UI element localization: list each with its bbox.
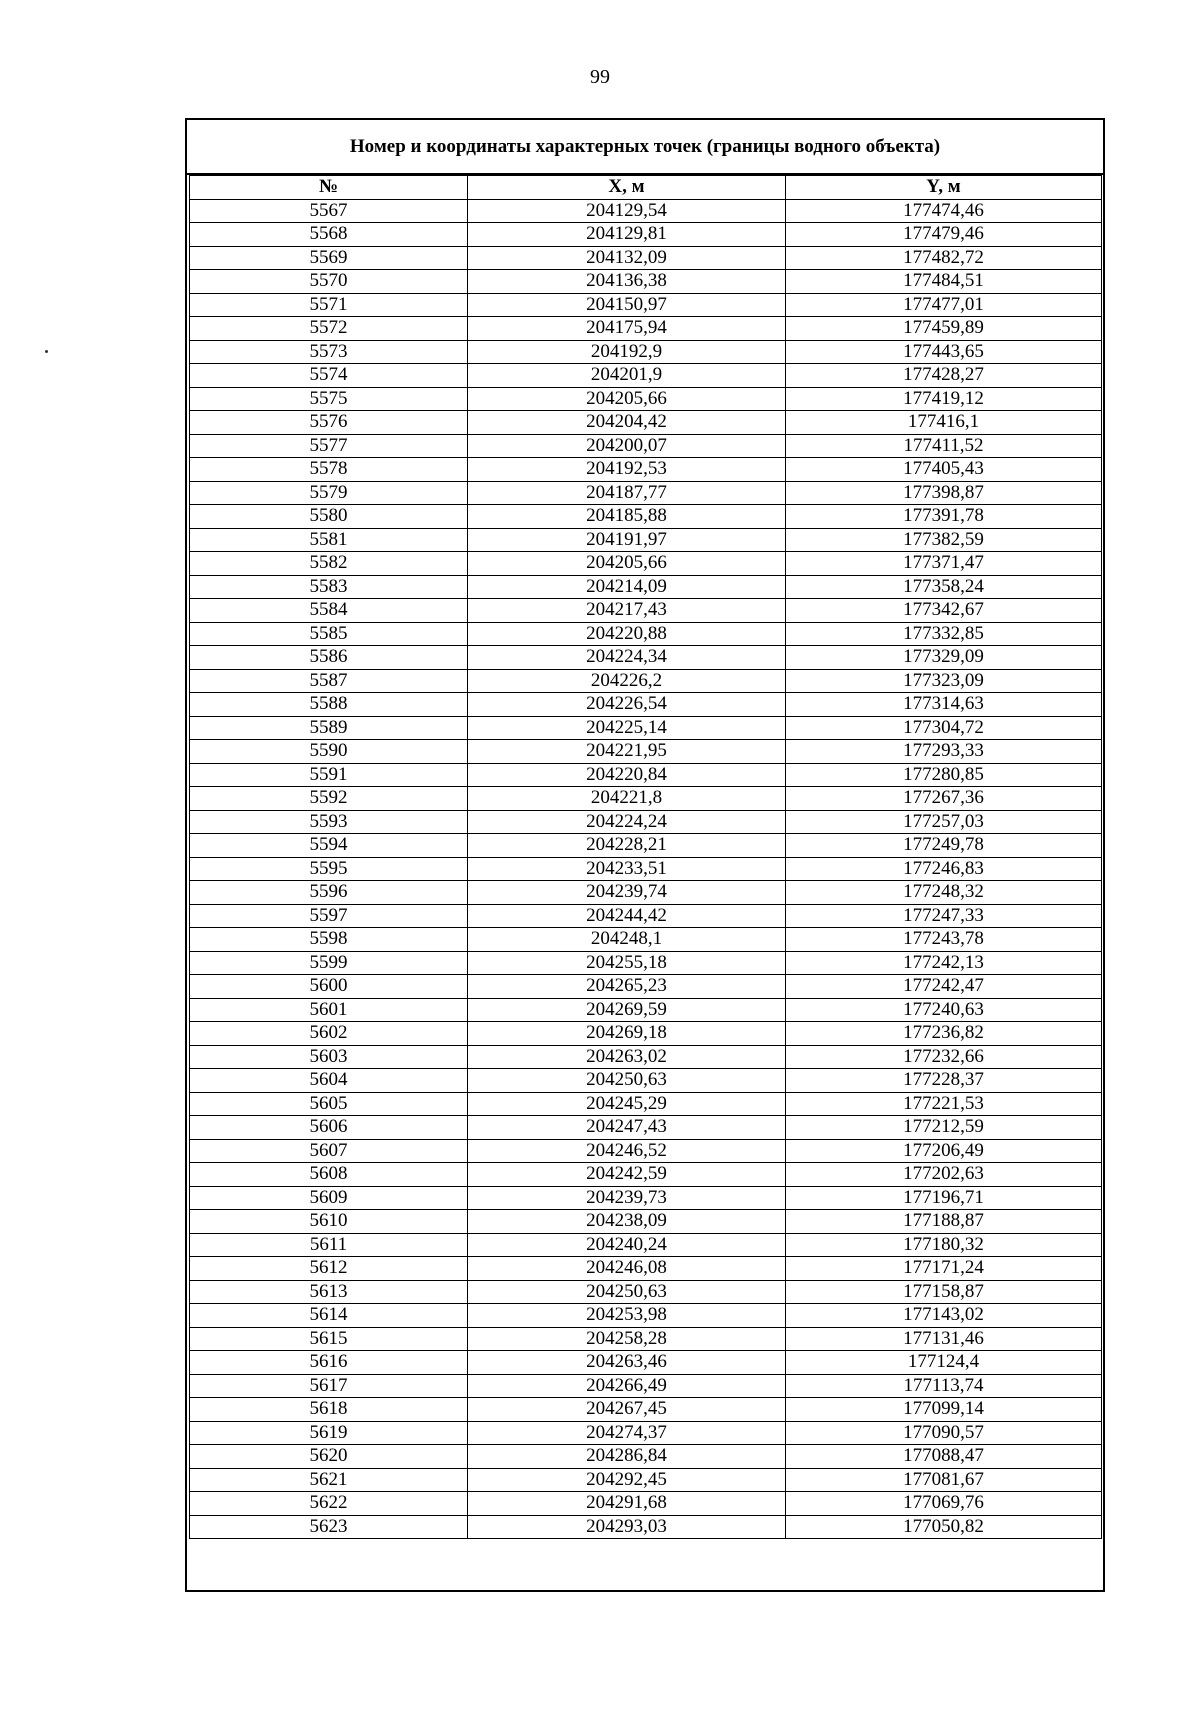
table-row <box>190 1445 1102 1469</box>
y-coordinate-cell: 177329,09 <box>786 646 1102 670</box>
x-coordinate-cell: 204293,03 <box>468 1515 786 1539</box>
table-row <box>190 1421 1102 1445</box>
x-coordinate-cell: 204192,9 <box>468 340 786 364</box>
table-row <box>190 505 1102 529</box>
table-row <box>190 1468 1102 1492</box>
point-number-cell: 5573 <box>190 340 468 364</box>
x-coordinate-cell: 204191,97 <box>468 528 786 552</box>
y-coordinate-cell: 177443,65 <box>786 340 1102 364</box>
x-coordinate-cell: 204192,53 <box>468 458 786 482</box>
y-coordinate-cell: 177391,78 <box>786 505 1102 529</box>
table-row <box>190 740 1102 764</box>
point-number-cell: 5586 <box>190 646 468 670</box>
x-coordinate-cell: 204150,97 <box>468 293 786 317</box>
x-coordinate-cell: 204220,88 <box>468 622 786 646</box>
point-number-cell: 5608 <box>190 1163 468 1187</box>
point-number-cell: 5581 <box>190 528 468 552</box>
point-number-cell: 5623 <box>190 1515 468 1539</box>
point-number-cell: 5590 <box>190 740 468 764</box>
table-row <box>190 1257 1102 1281</box>
y-coordinate-cell: 177221,53 <box>786 1092 1102 1116</box>
y-coordinate-cell: 177459,89 <box>786 317 1102 341</box>
table-row <box>190 646 1102 670</box>
table-row <box>190 716 1102 740</box>
table-row <box>190 904 1102 928</box>
table-row <box>190 199 1102 223</box>
y-coordinate-cell: 177158,87 <box>786 1280 1102 1304</box>
x-coordinate-cell: 204187,77 <box>468 481 786 505</box>
y-coordinate-cell: 177242,13 <box>786 951 1102 975</box>
table-row <box>190 1374 1102 1398</box>
y-coordinate-cell: 177249,78 <box>786 834 1102 858</box>
y-coordinate-cell: 177428,27 <box>786 364 1102 388</box>
y-coordinate-cell: 177196,71 <box>786 1186 1102 1210</box>
point-number-cell: 5591 <box>190 763 468 787</box>
table-row <box>190 458 1102 482</box>
x-coordinate-cell: 204214,09 <box>468 575 786 599</box>
y-coordinate-cell: 177293,33 <box>786 740 1102 764</box>
x-coordinate-cell: 204242,59 <box>468 1163 786 1187</box>
table-body <box>190 199 1102 1539</box>
table-row <box>190 434 1102 458</box>
table-row <box>190 975 1102 999</box>
y-coordinate-cell: 177332,85 <box>786 622 1102 646</box>
table-row <box>190 1210 1102 1234</box>
y-coordinate-cell: 177416,1 <box>786 411 1102 435</box>
y-coordinate-cell: 177398,87 <box>786 481 1102 505</box>
y-coordinate-cell: 177069,76 <box>786 1492 1102 1516</box>
header-number: № <box>190 176 468 200</box>
x-coordinate-cell: 204263,02 <box>468 1045 786 1069</box>
table-row <box>190 1492 1102 1516</box>
table-row <box>190 1069 1102 1093</box>
point-number-cell: 5576 <box>190 411 468 435</box>
point-number-cell: 5574 <box>190 364 468 388</box>
point-number-cell: 5589 <box>190 716 468 740</box>
table-row <box>190 411 1102 435</box>
table-row <box>190 599 1102 623</box>
x-coordinate-cell: 204269,18 <box>468 1022 786 1046</box>
x-coordinate-cell: 204136,38 <box>468 270 786 294</box>
x-coordinate-cell: 204217,43 <box>468 599 786 623</box>
y-coordinate-cell: 177050,82 <box>786 1515 1102 1539</box>
x-coordinate-cell: 204205,66 <box>468 387 786 411</box>
x-coordinate-cell: 204258,28 <box>468 1327 786 1351</box>
x-coordinate-cell: 204244,42 <box>468 904 786 928</box>
table-row <box>190 763 1102 787</box>
table-row <box>190 528 1102 552</box>
x-coordinate-cell: 204204,42 <box>468 411 786 435</box>
table-row <box>190 364 1102 388</box>
point-number-cell: 5605 <box>190 1092 468 1116</box>
table-row <box>190 1515 1102 1539</box>
y-coordinate-cell: 177088,47 <box>786 1445 1102 1469</box>
x-coordinate-cell: 204239,74 <box>468 881 786 905</box>
page-number: 99 <box>590 66 610 88</box>
coordinates-table-frame <box>185 118 1105 1592</box>
point-number-cell: 5615 <box>190 1327 468 1351</box>
point-number-cell: 5600 <box>190 975 468 999</box>
x-coordinate-cell: 204292,45 <box>468 1468 786 1492</box>
y-coordinate-cell: 177247,33 <box>786 904 1102 928</box>
point-number-cell: 5594 <box>190 834 468 858</box>
y-coordinate-cell: 177240,63 <box>786 998 1102 1022</box>
y-coordinate-cell: 177405,43 <box>786 458 1102 482</box>
y-coordinate-cell: 177099,14 <box>786 1398 1102 1422</box>
table-header-row <box>190 176 1102 200</box>
y-coordinate-cell: 177419,12 <box>786 387 1102 411</box>
x-coordinate-cell: 204228,21 <box>468 834 786 858</box>
point-number-cell: 5569 <box>190 246 468 270</box>
point-number-cell: 5619 <box>190 1421 468 1445</box>
table-row <box>190 951 1102 975</box>
x-coordinate-cell: 204245,29 <box>468 1092 786 1116</box>
x-coordinate-cell: 204220,84 <box>468 763 786 787</box>
y-coordinate-cell: 177188,87 <box>786 1210 1102 1234</box>
x-coordinate-cell: 204132,09 <box>468 246 786 270</box>
point-number-cell: 5602 <box>190 1022 468 1046</box>
table-row <box>190 387 1102 411</box>
y-coordinate-cell: 177180,32 <box>786 1233 1102 1257</box>
point-number-cell: 5609 <box>190 1186 468 1210</box>
x-coordinate-cell: 204175,94 <box>468 317 786 341</box>
x-coordinate-cell: 204238,09 <box>468 1210 786 1234</box>
table-row <box>190 1186 1102 1210</box>
point-number-cell: 5607 <box>190 1139 468 1163</box>
point-number-cell: 5620 <box>190 1445 468 1469</box>
x-coordinate-cell: 204205,66 <box>468 552 786 576</box>
point-number-cell: 5584 <box>190 599 468 623</box>
y-coordinate-cell: 177479,46 <box>786 223 1102 247</box>
table-row <box>190 1022 1102 1046</box>
point-number-cell: 5611 <box>190 1233 468 1257</box>
table-row <box>190 293 1102 317</box>
y-coordinate-cell: 177212,59 <box>786 1116 1102 1140</box>
point-number-cell: 5595 <box>190 857 468 881</box>
point-number-cell: 5572 <box>190 317 468 341</box>
x-coordinate-cell: 204266,49 <box>468 1374 786 1398</box>
y-coordinate-cell: 177314,63 <box>786 693 1102 717</box>
x-coordinate-cell: 204239,73 <box>468 1186 786 1210</box>
y-coordinate-cell: 177206,49 <box>786 1139 1102 1163</box>
y-coordinate-cell: 177411,52 <box>786 434 1102 458</box>
point-number-cell: 5596 <box>190 881 468 905</box>
x-coordinate-cell: 204221,8 <box>468 787 786 811</box>
y-coordinate-cell: 177081,67 <box>786 1468 1102 1492</box>
point-number-cell: 5612 <box>190 1257 468 1281</box>
x-coordinate-cell: 204129,81 <box>468 223 786 247</box>
y-coordinate-cell: 177242,47 <box>786 975 1102 999</box>
table-row <box>190 481 1102 505</box>
point-number-cell: 5575 <box>190 387 468 411</box>
header-y: Y, м <box>786 176 1102 200</box>
point-number-cell: 5610 <box>190 1210 468 1234</box>
y-coordinate-cell: 177248,32 <box>786 881 1102 905</box>
table-row <box>190 834 1102 858</box>
y-coordinate-cell: 177202,63 <box>786 1163 1102 1187</box>
table-row <box>190 1351 1102 1375</box>
y-coordinate-cell: 177124,4 <box>786 1351 1102 1375</box>
table-row <box>190 669 1102 693</box>
y-coordinate-cell: 177267,36 <box>786 787 1102 811</box>
point-number-cell: 5599 <box>190 951 468 975</box>
table-caption: Номер и координаты характерных точек (границы водного объекта) <box>187 120 1103 175</box>
y-coordinate-cell: 177477,01 <box>786 293 1102 317</box>
y-coordinate-cell: 177382,59 <box>786 528 1102 552</box>
header-x: X, м <box>468 176 786 200</box>
y-coordinate-cell: 177358,24 <box>786 575 1102 599</box>
table-row <box>190 552 1102 576</box>
point-number-cell: 5606 <box>190 1116 468 1140</box>
y-coordinate-cell: 177246,83 <box>786 857 1102 881</box>
x-coordinate-cell: 204224,24 <box>468 810 786 834</box>
table-row <box>190 787 1102 811</box>
point-number-cell: 5603 <box>190 1045 468 1069</box>
y-coordinate-cell: 177482,72 <box>786 246 1102 270</box>
y-coordinate-cell: 177232,66 <box>786 1045 1102 1069</box>
x-coordinate-cell: 204291,68 <box>468 1492 786 1516</box>
x-coordinate-cell: 204253,98 <box>468 1304 786 1328</box>
x-coordinate-cell: 204265,23 <box>468 975 786 999</box>
y-coordinate-cell: 177342,67 <box>786 599 1102 623</box>
x-coordinate-cell: 204221,95 <box>468 740 786 764</box>
x-coordinate-cell: 204201,9 <box>468 364 786 388</box>
x-coordinate-cell: 204233,51 <box>468 857 786 881</box>
point-number-cell: 5585 <box>190 622 468 646</box>
table-row <box>190 1045 1102 1069</box>
x-coordinate-cell: 204129,54 <box>468 199 786 223</box>
x-coordinate-cell: 204200,07 <box>468 434 786 458</box>
y-coordinate-cell: 177474,46 <box>786 199 1102 223</box>
point-number-cell: 5577 <box>190 434 468 458</box>
x-coordinate-cell: 204247,43 <box>468 1116 786 1140</box>
x-coordinate-cell: 204224,34 <box>468 646 786 670</box>
y-coordinate-cell: 177371,47 <box>786 552 1102 576</box>
y-coordinate-cell: 177257,03 <box>786 810 1102 834</box>
table-row <box>190 622 1102 646</box>
point-number-cell: 5579 <box>190 481 468 505</box>
point-number-cell: 5568 <box>190 223 468 247</box>
x-coordinate-cell: 204255,18 <box>468 951 786 975</box>
y-coordinate-cell: 177131,46 <box>786 1327 1102 1351</box>
table-row <box>190 857 1102 881</box>
y-coordinate-cell: 177143,02 <box>786 1304 1102 1328</box>
table-row <box>190 1092 1102 1116</box>
point-number-cell: 5618 <box>190 1398 468 1422</box>
point-number-cell: 5617 <box>190 1374 468 1398</box>
table-row <box>190 223 1102 247</box>
table-row <box>190 1116 1102 1140</box>
point-number-cell: 5583 <box>190 575 468 599</box>
point-number-cell: 5578 <box>190 458 468 482</box>
point-number-cell: 5613 <box>190 1280 468 1304</box>
x-coordinate-cell: 204226,54 <box>468 693 786 717</box>
table-row <box>190 246 1102 270</box>
point-number-cell: 5601 <box>190 998 468 1022</box>
table-row <box>190 1304 1102 1328</box>
y-coordinate-cell: 177090,57 <box>786 1421 1102 1445</box>
y-coordinate-cell: 177304,72 <box>786 716 1102 740</box>
table-row <box>190 1398 1102 1422</box>
x-coordinate-cell: 204246,08 <box>468 1257 786 1281</box>
y-coordinate-cell: 177171,24 <box>786 1257 1102 1281</box>
point-number-cell: 5593 <box>190 810 468 834</box>
y-coordinate-cell: 177484,51 <box>786 270 1102 294</box>
point-number-cell: 5571 <box>190 293 468 317</box>
table-row <box>190 1233 1102 1257</box>
x-coordinate-cell: 204250,63 <box>468 1069 786 1093</box>
table-row <box>190 340 1102 364</box>
point-number-cell: 5587 <box>190 669 468 693</box>
point-number-cell: 5588 <box>190 693 468 717</box>
y-coordinate-cell: 177280,85 <box>786 763 1102 787</box>
point-number-cell: 5598 <box>190 928 468 952</box>
x-coordinate-cell: 204286,84 <box>468 1445 786 1469</box>
coordinates-table <box>189 175 1102 1539</box>
table-row <box>190 270 1102 294</box>
x-coordinate-cell: 204225,14 <box>468 716 786 740</box>
point-number-cell: 5592 <box>190 787 468 811</box>
x-coordinate-cell: 204267,45 <box>468 1398 786 1422</box>
table-row <box>190 881 1102 905</box>
point-number-cell: 5597 <box>190 904 468 928</box>
point-number-cell: 5604 <box>190 1069 468 1093</box>
point-number-cell: 5580 <box>190 505 468 529</box>
x-coordinate-cell: 204226,2 <box>468 669 786 693</box>
x-coordinate-cell: 204250,63 <box>468 1280 786 1304</box>
table-row <box>190 317 1102 341</box>
y-coordinate-cell: 177113,74 <box>786 1374 1102 1398</box>
x-coordinate-cell: 204263,46 <box>468 1351 786 1375</box>
x-coordinate-cell: 204185,88 <box>468 505 786 529</box>
x-coordinate-cell: 204246,52 <box>468 1139 786 1163</box>
point-number-cell: 5570 <box>190 270 468 294</box>
point-number-cell: 5567 <box>190 199 468 223</box>
point-number-cell: 5614 <box>190 1304 468 1328</box>
x-coordinate-cell: 204248,1 <box>468 928 786 952</box>
table-row <box>190 998 1102 1022</box>
table-row <box>190 1163 1102 1187</box>
table-row <box>190 1327 1102 1351</box>
point-number-cell: 5621 <box>190 1468 468 1492</box>
table-row <box>190 1280 1102 1304</box>
table-row <box>190 575 1102 599</box>
table-row <box>190 693 1102 717</box>
y-coordinate-cell: 177323,09 <box>786 669 1102 693</box>
table-row <box>190 1139 1102 1163</box>
y-coordinate-cell: 177228,37 <box>786 1069 1102 1093</box>
point-number-cell: 5622 <box>190 1492 468 1516</box>
y-coordinate-cell: 177243,78 <box>786 928 1102 952</box>
table-row <box>190 810 1102 834</box>
table-row <box>190 928 1102 952</box>
scan-speck <box>45 350 48 353</box>
x-coordinate-cell: 204269,59 <box>468 998 786 1022</box>
x-coordinate-cell: 204274,37 <box>468 1421 786 1445</box>
y-coordinate-cell: 177236,82 <box>786 1022 1102 1046</box>
point-number-cell: 5582 <box>190 552 468 576</box>
x-coordinate-cell: 204240,24 <box>468 1233 786 1257</box>
point-number-cell: 5616 <box>190 1351 468 1375</box>
